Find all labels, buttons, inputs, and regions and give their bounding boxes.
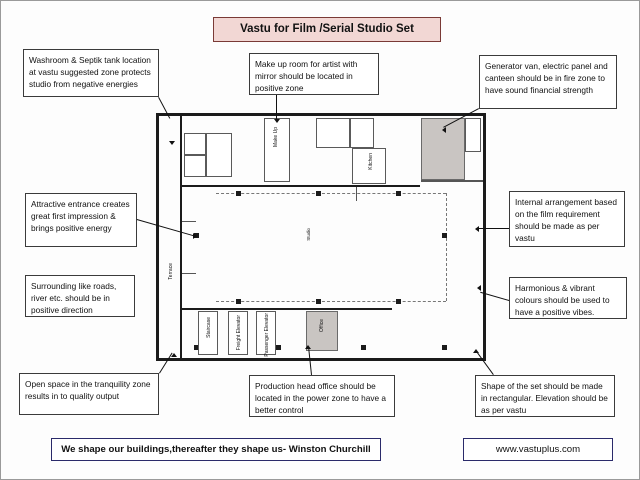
wall-bottom: [156, 358, 486, 361]
wall-left: [156, 113, 159, 361]
note-washroom-septic: Washroom & Septik tank location at vastu suggested zone protects studio from negative energies: [23, 49, 159, 97]
footer-quote: We shape our buildings,thereafter they shape us- Winston Churchill: [51, 438, 381, 461]
label-makeup: Make Up: [273, 127, 279, 148]
pillar: [361, 345, 366, 350]
room-electric-panel: [465, 118, 481, 152]
note-production-office: Production head office should be located in the power zone to have a better control: [249, 375, 395, 417]
wall-right: [483, 113, 486, 361]
wall-top-band: [182, 185, 420, 187]
note-entrance: Attractive entrance creates great first impression & brings positive energy: [25, 193, 137, 247]
pillar: [236, 191, 241, 196]
arrowhead-entrance: [193, 233, 197, 239]
page-title: Vastu for Film /Serial Studio Set: [213, 17, 441, 42]
note-internal-arrangement: Internal arrangement based on the film requirement should be made as per vastu: [509, 191, 625, 247]
label-kitchen: Kitchen: [368, 153, 374, 170]
pillar: [276, 345, 281, 350]
arrowhead-shape: [473, 349, 479, 353]
arrowhead-production: [305, 345, 311, 349]
note-shape-elevation: Shape of the set should be made in rectangular. Elevation should be as per vastu: [475, 375, 615, 417]
room-service-1: [184, 133, 206, 155]
arrowhead-colours: [477, 285, 481, 291]
wall-right-zone: [421, 180, 483, 182]
note-generator-fire-zone: Generator van, electric panel and canteen should be in fire zone to have sound financial strength: [479, 55, 617, 109]
studio-floor-plan: [156, 113, 486, 361]
arrowhead-internal: [475, 226, 479, 232]
label-office: Office: [319, 319, 325, 332]
note-surroundings: Surrounding like roads, river etc. should be in positive direction: [25, 275, 135, 317]
wall-bottom-band: [182, 308, 392, 310]
room-top-mid-2: [350, 118, 374, 148]
studio-hall-bottom-edge: [216, 301, 446, 302]
footer-website-url[interactable]: www.vastuplus.com: [463, 438, 613, 461]
arrowhead-washroom: [169, 141, 175, 145]
door-mark: [356, 187, 357, 201]
pillar: [442, 233, 447, 238]
leader-line-makeup: [276, 95, 277, 121]
note-open-space: Open space in the tranquility zone results in to quality output: [19, 373, 159, 415]
label-freight-elevator: Freight Elevator: [236, 315, 242, 351]
door-mark: [182, 273, 196, 274]
studio-hall-right-edge: [446, 193, 447, 301]
label-terrace: Terrace: [168, 263, 174, 280]
pillar: [396, 191, 401, 196]
label-studio: Studio: [306, 228, 311, 241]
pillar: [396, 299, 401, 304]
arrowhead-makeup: [274, 119, 280, 123]
room-top-mid-1: [316, 118, 350, 148]
room-washroom: [206, 133, 232, 177]
pillar: [442, 345, 447, 350]
studio-hall-top-edge: [216, 193, 446, 194]
wall-inner-left: [180, 116, 182, 358]
room-service-2: [184, 155, 206, 177]
pillar: [316, 191, 321, 196]
pillar: [236, 299, 241, 304]
door-mark: [182, 221, 196, 222]
note-colours: Harmonious & vibrant colours should be used to have a positive vibes.: [509, 277, 627, 319]
note-makeup-room: Make up room for artist with mirror should be located in positive zone: [249, 53, 379, 95]
label-staircase: Staircase: [206, 317, 212, 338]
wall-top: [156, 113, 486, 116]
label-passenger-elevator: Passenger Elevator: [264, 313, 270, 357]
arrowhead-openspace: [171, 353, 177, 357]
pillar: [316, 299, 321, 304]
arrowhead-generator: [442, 127, 446, 133]
leader-line-internal: [477, 228, 509, 229]
